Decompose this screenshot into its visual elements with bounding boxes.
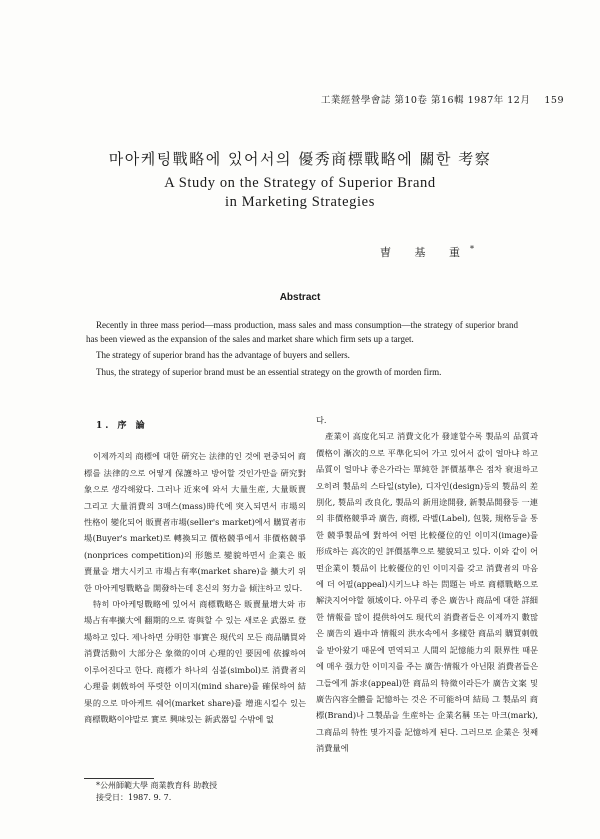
author-name: 曺 基 重 <box>380 246 470 259</box>
title-english-line-2: in Marketing Strategies <box>225 194 375 210</box>
footnote-rule <box>84 778 154 779</box>
body-paragraph-continued: 다. <box>316 415 327 425</box>
title-korean: 마아케팅戰略에 있어서의 優秀商標戰略에 關한 考察 <box>108 150 492 168</box>
body-paragraph: 이제까지의 商標에 대한 硏究는 法律的인 것에 편중되어 商標를 法律的으로 어떻게 保護하고 방어할 것인가만을 硏究對象으로 생각해왔다. 그러나 近來에 와서 大量生産, 大量販賣 그리고 大量消費의 3매스(mass)時代에 突入되면서 市場의 性格이 變化되어 販賣者市場(seller's market)에서 購買者市場(Buyer's market)로 轉換되고 價格競爭에서 非價格競爭(nonprices competition)의 形態로 變貌하면서 企業은 販賣量을 增大시키고 市場占有率(market share)을 擴大키 위한 마아케팅戰略을 開發하는데 혼신의 努力을 傾注하고 있다. <box>84 451 306 593</box>
author-footnote-mark: * <box>470 244 474 254</box>
section-heading: 1. 序 論 <box>96 421 148 431</box>
author <box>380 244 474 260</box>
body-paragraph: 產業이 高度化되고 消費文化가 發達할수록 製品의 品質과 價格이 漸次的으로 平準化되어 가고 있어서 값이 얼마냐 하고 品質이 얼마냐 좋은가라는 單純한 評價基準은 점차 衰退하고 오히려 製品의 스타일(style), 디자인(design)등의 製品의 差別化, 製品의 改良化, 製品의 新用途開發, 新製品開發등 一連의 非價格競爭과 廣告, 商標, 라벨(Label), 包裝, 規格등을 통한 競爭製品에 對하여 어떤 比較優位的인 이미지(image)를 形成하는 高次的인 評價基準으로 變貌되고 있다. 이와 같이 어떤企業이 製品이 比較優位的인 이미지를 갖고 消費者의 마음에 더 어필(appeal)시키느냐 하는 問題는 바로 商標戰略으로 解決지어야할 領域이다. 아무리 좋은 廣告나 商品에 대한 詳細한 情報를 많이 提供하여도 現代의 消費者들은 이제까지 數많은 廣告의 過中과 情報의 洪水속에서 多樣한 商品의 購買刺戟을 받아왔기 때문에 면역되고 人間의 記憶能力의 限界性 때문에 매우 强力한 이미지를 주는 廣告·情報가 아닌限 消費者들은 그들에게 訴求(appeal)한 商品의 特徵이라든가 廣告文案 및 廣告內容全體를 記憶하는 것은 不可能하며 結局 그 製品의 商標(Brand)나 그製品을 生産하는 企業名稱 또는 마크(mark), 그商品의 特性 몇가지를 記憶하게 된다. 그러므로 企業은 첫째 消費量에 <box>316 431 538 754</box>
abstract-paragraph: Recently in three mass period—mass production, mass sales and mass consumption—the strategy of superior brand has been viewed as the expansion of the sales and market share which firm sets up a target. <box>86 320 518 345</box>
abstract-body <box>86 318 518 381</box>
body-column-left <box>84 412 306 727</box>
body-paragraph: 特히 마아케팅戰略에 있어서 商標戰略은 販賣量增大와 市場占有率擴大에 翻期的으로 寄與할 수 있는 새로운 武器로 登場하고 있다. 제나하면 分明한 事實은 現代의 모든 商品購買와 消費活動이 大部分은 象徵的이며 心理的인 要因에 依據하여 이루어진다고 한다. 商標가 하나의 심볼(simbol)로 消費者의 心理를 刺戟하여 뚜렷한 이미지(mind share)를 確保하여 結果的으로 마아케트 쉐어(market share)를 增進시킬수 있는 商標戰略이야말로 實로 興味있는 新武器일 수밖에 없 <box>84 599 306 724</box>
body-column-right <box>316 412 538 757</box>
footnote-affiliation: *公州師範大學 商業教育科 助教授 <box>96 781 218 790</box>
footnote <box>96 780 217 804</box>
abstract-paragraph: The strategy of superior brand has the advantage of buyers and sellers. <box>96 350 350 361</box>
abstract-heading: Abstract <box>279 292 321 303</box>
abstract-paragraph: Thus, the strategy of superior brand must be an essential strategy on the growth of morden firm. <box>96 366 442 377</box>
running-head <box>321 92 564 106</box>
title-english-line-1: A Study on the Strategy of Superior Brand <box>164 175 436 191</box>
page-number: 159 <box>544 95 564 106</box>
footnote-received-date: 接受日：1987. 9. 7. <box>96 793 172 802</box>
journal-citation: 工業經營學會誌 第10卷 第16輯 1987年 12月 <box>320 95 531 106</box>
title-english <box>0 174 600 212</box>
